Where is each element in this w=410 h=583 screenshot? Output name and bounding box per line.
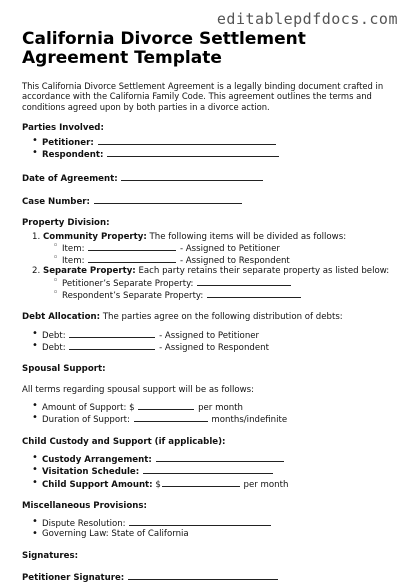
debt-section xyxy=(22,312,398,353)
petitioner-separate-blank[interactable] xyxy=(197,277,291,286)
parties-section xyxy=(22,123,398,161)
visitation-schedule-line: • Visitation Schedule: xyxy=(32,465,398,477)
case-label: Case Number: xyxy=(22,196,90,207)
respondent-separate-blank[interactable] xyxy=(207,289,301,298)
custody-arrangement-blank[interactable] xyxy=(156,453,284,462)
community-property-item: 1. Community Property: The following items will be divided as follows: ◦ Item: - Assigned to Petitioner ◦ Item: - Assigned to Respondent xyxy=(32,232,398,267)
support-amount-blank[interactable] xyxy=(138,401,194,410)
spousal-heading: Spousal Support: xyxy=(22,364,106,375)
support-duration-blank[interactable] xyxy=(134,413,208,422)
child-support-blank[interactable] xyxy=(162,478,240,487)
support-duration-line: • Duration of Support: months/indefinite xyxy=(32,413,398,425)
respondent-line: • Respondent: xyxy=(32,148,398,160)
signatures-heading: Signatures: xyxy=(22,550,79,561)
visitation-schedule-blank[interactable] xyxy=(143,465,273,474)
watermark: editablepdfdocs.com xyxy=(216,10,398,28)
debt-label: Debt Allocation: xyxy=(22,312,101,323)
community-item-2-blank[interactable] xyxy=(88,254,176,263)
property-heading: Property Division: xyxy=(22,218,110,229)
intro-paragraph: This California Divorce Settlement Agreement is a legally binding document crafted in accordance with the California Family Code. This agreement outlines the terms and conditions agreed upon by both parties in a divorce action. xyxy=(22,81,384,112)
petitioner-signature-blank[interactable] xyxy=(128,571,278,580)
custody-heading: Child Custody and Support (if applicable): xyxy=(22,436,226,447)
petitioner-blank[interactable] xyxy=(98,136,276,145)
custody-section xyxy=(22,437,398,490)
governing-law-line: • Governing Law: State of California xyxy=(32,529,398,539)
case-line xyxy=(22,195,398,207)
debt-text: The parties agree on the following distribution of debts: xyxy=(102,312,343,323)
petitioner-separate-property: ◦ Petitioner’s Separate Property: xyxy=(53,277,398,289)
date-label: Date of Agreement: xyxy=(22,173,118,184)
property-section xyxy=(22,218,398,301)
debt-1-blank[interactable] xyxy=(69,329,155,338)
misc-heading: Miscellaneous Provisions: xyxy=(22,500,147,511)
community-item-1: ◦ Item: - Assigned to Petitioner xyxy=(53,242,398,254)
support-amount-line: • Amount of Support: $ per month xyxy=(32,401,398,413)
dispute-resolution-blank[interactable] xyxy=(129,517,271,526)
misc-section xyxy=(22,501,398,540)
debt-item-2: • Debt: - Assigned to Respondent xyxy=(32,341,398,353)
spousal-text: All terms regarding spousal support will be as follows: xyxy=(22,384,255,395)
spousal-section xyxy=(22,364,398,425)
parties-heading: Parties Involved: xyxy=(22,122,104,133)
debt-item-1: • Debt: - Assigned to Petitioner xyxy=(32,329,398,341)
community-item-2: ◦ Item: - Assigned to Respondent xyxy=(53,254,398,266)
debt-2-blank[interactable] xyxy=(69,341,155,350)
separate-property-item: 2. Separate Property: Each party retains their separate property as listed below: ◦ Petitioner’s Separate Property: ◦ Respondent’s Separate Property: xyxy=(32,266,398,301)
custody-arrangement-line: • Custody Arrangement: xyxy=(32,453,398,465)
document-title: California Divorce Settlement Agreement Template xyxy=(22,29,306,69)
signatures-section xyxy=(22,551,398,583)
date-line xyxy=(22,172,398,184)
petitioner-line: • Petitioner: xyxy=(32,136,398,148)
respondent-separate-property: ◦ Respondent’s Separate Property: xyxy=(53,289,398,301)
petitioner-signature-line: Petitioner Signature: xyxy=(22,571,398,583)
dispute-resolution-line: • Dispute Resolution: xyxy=(32,517,398,529)
respondent-blank[interactable] xyxy=(107,148,279,157)
child-support-line: • Child Support Amount: $ per month xyxy=(32,478,398,490)
case-blank[interactable] xyxy=(94,195,242,204)
date-blank[interactable] xyxy=(121,172,263,181)
community-item-1-blank[interactable] xyxy=(88,242,176,251)
